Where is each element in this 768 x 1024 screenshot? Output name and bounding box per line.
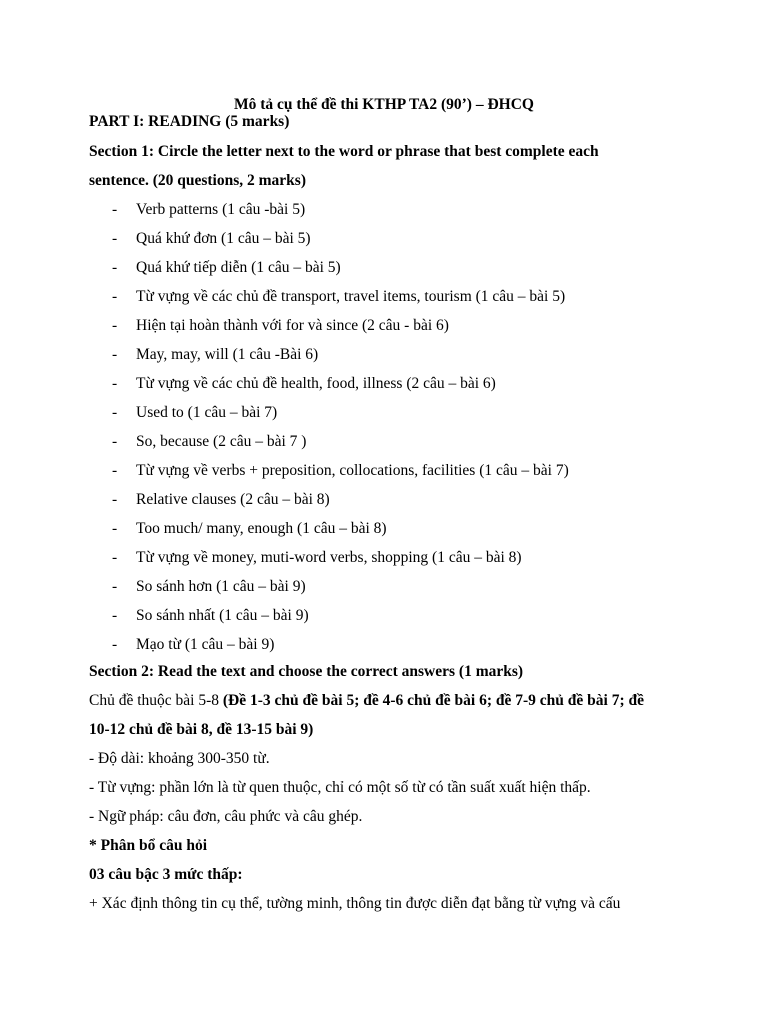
list-item	[112, 491, 330, 509]
bullet-dash: -	[112, 607, 118, 624]
list-item	[112, 433, 306, 451]
section2-topic-line1	[89, 692, 644, 710]
list-item-text: Relative clauses (2 câu – bài 8)	[136, 491, 330, 508]
section2-topic-line2: 10-12 chủ đề bài 8, đề 13-15 bài 9)	[89, 721, 314, 738]
bullet-dash: -	[112, 636, 118, 653]
bullet-dash: -	[112, 375, 118, 392]
bullet-dash: -	[112, 404, 118, 421]
document-title: Mô tả cụ thể đề thi KTHP TA2 (90’) – ĐHCQ	[234, 96, 534, 113]
length-note: - Độ dài: khoảng 300-350 từ.	[89, 750, 270, 767]
list-item-text: May, may, will (1 câu -Bài 6)	[136, 346, 319, 363]
list-item-text: So, because (2 câu – bài 7 )	[136, 433, 307, 450]
list-item	[112, 578, 306, 596]
last-line: + Xác định thông tin cụ thể, tường minh, thông tin được diễn đạt bằng từ vựng và cấu	[89, 895, 621, 912]
list-item-text: Từ vựng về money, muti-word verbs, shopping (1 câu – bài 8)	[136, 549, 522, 566]
section2-heading: Section 2: Read the text and choose the correct answers (1 marks)	[89, 663, 524, 680]
bullet-dash: -	[112, 259, 118, 276]
bullet-dash: -	[112, 549, 118, 566]
level-heading: 03 câu bậc 3 mức thấp:	[89, 866, 243, 883]
list-item-text: Used to (1 câu – bài 7)	[136, 404, 278, 421]
list-item-text: Quá khứ tiếp diễn (1 câu – bài 5)	[136, 259, 341, 276]
list-item	[112, 259, 341, 277]
list-item	[112, 375, 496, 393]
list-item-text: Mạo từ (1 câu – bài 9)	[136, 636, 275, 653]
list-item-text: Quá khứ đơn (1 câu – bài 5)	[136, 230, 311, 247]
list-item-text: Từ vựng về verbs + preposition, collocations, facilities (1 câu – bài 7)	[136, 462, 569, 479]
bullet-dash: -	[112, 346, 118, 363]
part-heading: PART I: READING (5 marks)	[89, 113, 290, 130]
bullet-dash: -	[112, 288, 118, 305]
list-item	[112, 317, 449, 335]
vocab-note: - Từ vựng: phần lớn là từ quen thuộc, chỉ có một số từ có tần suất xuất hiện thấp.	[89, 779, 591, 796]
list-item-text: Verb patterns (1 câu -bài 5)	[136, 201, 306, 218]
bullet-dash: -	[112, 462, 118, 479]
topic-bold-1: (Đề 1-3 chủ đề bài 5; đề 4-6 chủ đề bài 6; đề 7-9 chủ đề bài 7; đề	[222, 692, 644, 709]
bullet-dash: -	[112, 433, 118, 450]
bullet-dash: -	[112, 201, 118, 218]
list-item	[112, 607, 309, 625]
list-item	[112, 636, 274, 654]
list-item	[112, 346, 318, 364]
grammar-note: - Ngữ pháp: câu đơn, câu phức và câu ghép.	[89, 808, 363, 825]
list-item	[112, 230, 311, 248]
list-item-text: Too much/ many, enough (1 câu – bài 8)	[136, 520, 387, 537]
list-item	[112, 288, 565, 306]
list-item	[112, 201, 305, 219]
list-item	[112, 520, 387, 538]
list-item	[112, 462, 569, 480]
bullet-dash: -	[112, 230, 118, 247]
list-item	[112, 549, 522, 567]
distribution-heading: * Phân bổ câu hỏi	[89, 837, 208, 854]
bullet-dash: -	[112, 520, 118, 537]
list-item-text: Hiện tại hoàn thành với for và since (2 câu - bài 6)	[136, 317, 449, 334]
bullet-dash: -	[112, 317, 118, 334]
topic-prefix: Chủ đề thuộc bài 5-8	[89, 692, 223, 709]
list-item-text: So sánh nhất (1 câu – bài 9)	[136, 607, 309, 624]
list-item-text: Từ vựng về các chủ đề health, food, illness (2 câu – bài 6)	[136, 375, 496, 392]
bullet-dash: -	[112, 491, 118, 508]
bullet-dash: -	[112, 578, 118, 595]
list-item-text: So sánh hơn (1 câu – bài 9)	[136, 578, 306, 595]
list-item	[112, 404, 277, 422]
section1-heading-line1: Section 1: Circle the letter next to the word or phrase that best complete each	[89, 143, 599, 160]
list-item-text: Từ vựng về các chủ đề transport, travel items, tourism (1 câu – bài 5)	[136, 288, 566, 305]
section1-heading-line2: sentence. (20 questions, 2 marks)	[89, 172, 306, 189]
